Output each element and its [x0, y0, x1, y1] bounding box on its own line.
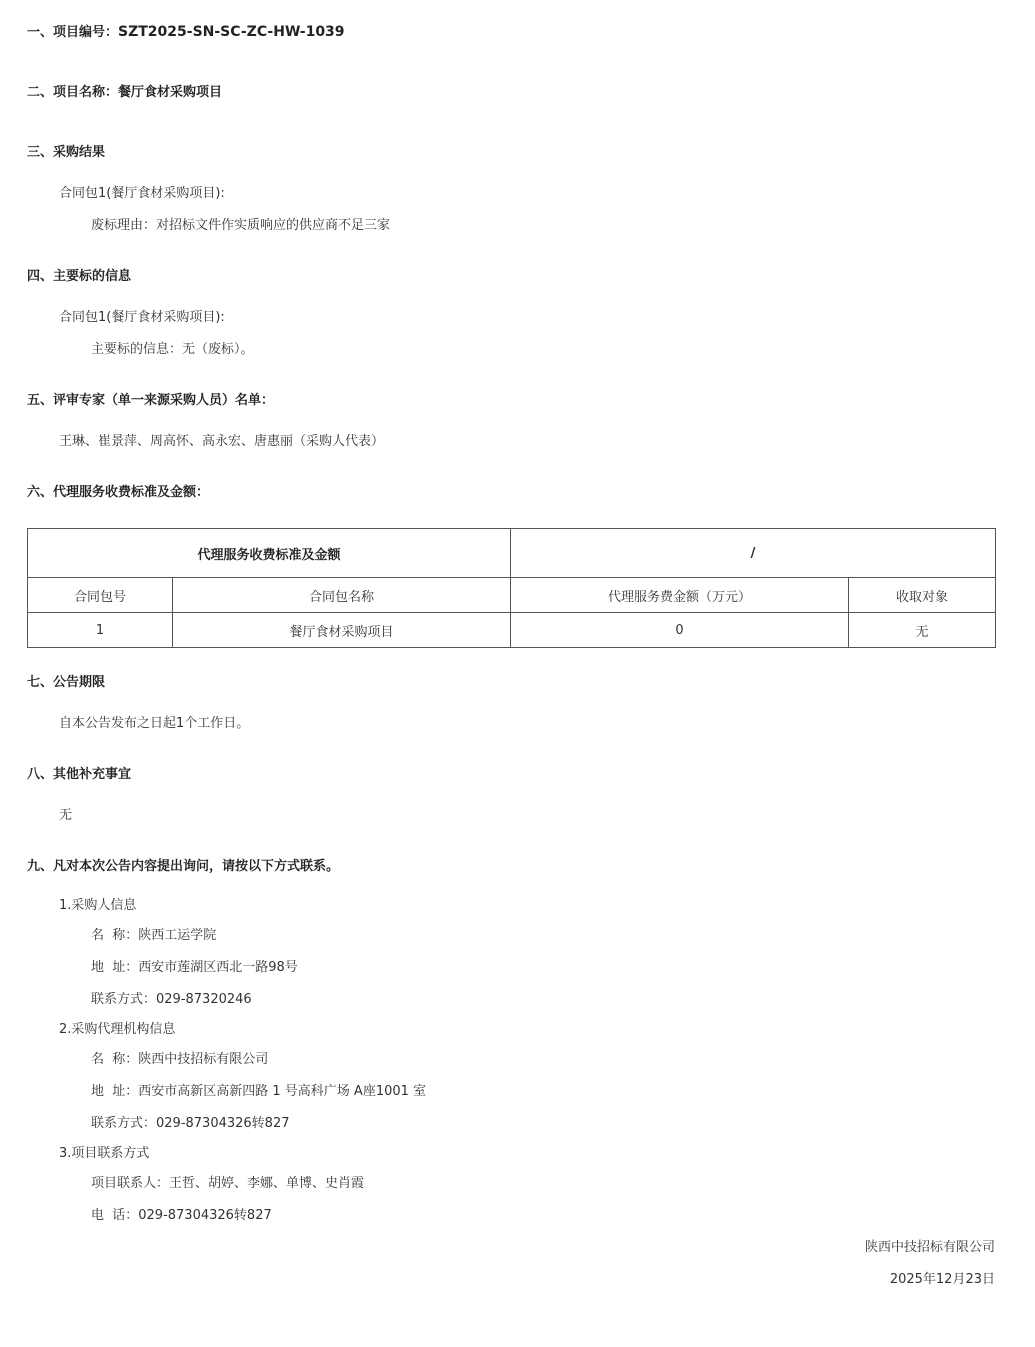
section-project-number	[27, 22, 345, 43]
table-cell: 0	[511, 613, 849, 648]
contract-package-label: 合同包1(餐厅食材采购项目):	[59, 310, 225, 325]
section-title-contact: 九、凡对本次公告内容提出询问，请按以下方式联系。	[27, 859, 340, 874]
table-cell: 餐厅食材采购项目	[173, 613, 511, 648]
table-cell: 1	[28, 613, 173, 648]
agency-address: 地 址：西安市高新区高新四路 1 号高科广场 A座1001 室	[91, 1084, 427, 1099]
other-matters-text: 无	[59, 808, 73, 823]
notice-period-text: 自本公告发布之日起1个工作日。	[59, 716, 250, 731]
agency-info-heading: 2.采购代理机构信息	[59, 1022, 176, 1037]
column-header: 合同包号	[28, 578, 173, 613]
column-header: 代理服务费金额（万元）	[511, 578, 849, 613]
buyer-info-heading: 1.采购人信息	[59, 898, 137, 913]
rejection-reason: 废标理由：对招标文件作实质响应的供应商不足三家	[91, 218, 391, 233]
main-subject-info: 主要标的信息：无（废标）。	[91, 342, 254, 357]
buyer-name: 名 称：陕西工运学院	[91, 928, 217, 943]
fee-standard-header: 代理服务收费标准及金额	[28, 529, 511, 578]
section-project-name	[27, 83, 222, 103]
section-title-procurement-result: 三、采购结果	[27, 145, 106, 160]
table-row	[28, 613, 996, 648]
section-title-agency-fee: 六、代理服务收费标准及金额：	[27, 485, 210, 500]
table-column-header-row	[28, 578, 996, 613]
agency-name: 名 称：陕西中技招标有限公司	[91, 1052, 269, 1067]
expert-names: 王琳、崔景萍、周高怀、高永宏、唐惠丽（采购人代表）	[59, 434, 385, 449]
project-name-value: 餐厅食材采购项目	[118, 85, 223, 100]
buyer-address: 地 址：西安市莲湖区西北一路98号	[91, 960, 298, 975]
agency-contact: 联系方式：029-87304326转827	[91, 1116, 290, 1131]
table-header-row	[28, 529, 996, 578]
project-contact-people: 项目联系人：王哲、胡婷、李娜、单博、史肖霞	[91, 1176, 365, 1191]
project-number-value: SZT2025-SN-SC-ZC-HW-1039	[118, 24, 345, 40]
table-cell: 无	[849, 613, 996, 648]
fee-standard-value: /	[511, 529, 996, 578]
section-label: 二、项目名称：	[27, 85, 119, 100]
project-contact-phone: 电 话：029-87304326转827	[91, 1208, 272, 1223]
footer-date: 2025年12月23日	[889, 1272, 995, 1287]
section-label: 一、项目编号：	[27, 25, 119, 40]
section-title-notice-period: 七、公告期限	[27, 675, 106, 690]
project-contact-heading: 3.项目联系方式	[59, 1146, 150, 1161]
column-header: 合同包名称	[173, 578, 511, 613]
agency-fee-table	[27, 528, 996, 648]
buyer-contact: 联系方式：029-87320246	[91, 992, 252, 1007]
section-title-other-matters: 八、其他补充事宜	[27, 767, 132, 782]
contract-package-label: 合同包1(餐厅食材采购项目):	[59, 186, 225, 201]
footer-company: 陕西中技招标有限公司	[864, 1240, 995, 1255]
column-header: 收取对象	[849, 578, 996, 613]
section-title-experts: 五、评审专家（单一来源采购人员）名单：	[27, 393, 275, 408]
section-title-main-subject: 四、主要标的信息	[27, 269, 132, 284]
